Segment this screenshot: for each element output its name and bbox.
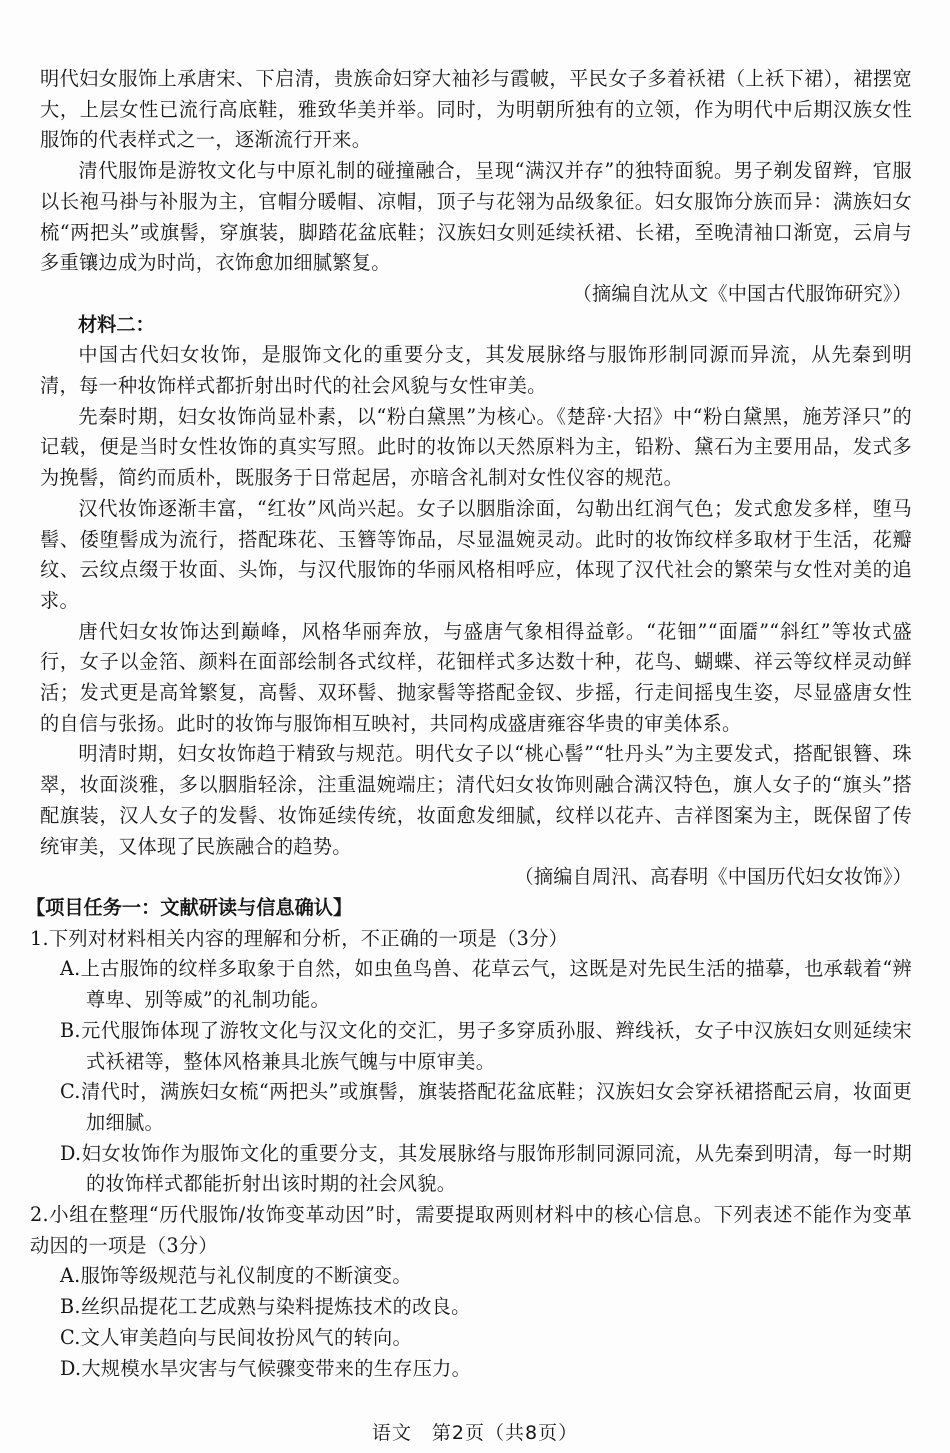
option-letter: A. bbox=[60, 1264, 81, 1288]
question-2-stem bbox=[30, 1200, 912, 1261]
material-one-paragraph-ming: 明代妇女服饰上承唐宋、下启清，贵族命妇穿大袖衫与霞帔，平民女子多着袄裙（上袄下裙），裙摆宽大，上层女性已流行高底鞋，雅致华美并举。同时，为明朝所独有的立领，作为明代中后期汉族女性服饰的代表样式之一，逐渐流行开来。 bbox=[40, 67, 912, 152]
option-letter: B. bbox=[60, 1018, 81, 1042]
material-two-paragraph-han: 汉代妆饰逐渐丰富，“红妆”风尚兴起。女子以胭脂涂面，勾勒出红润气色；发式愈发多样，堕马髻、倭堕髻成为流行，搭配珠花、玉簪等饰品，尽显温婉灵动。此时的妆饰纹样多取材于生活，花瓣纹、云纹点缀于妆面、头饰，与汉代服饰的华丽风格相呼应，体现了汉代社会的繁荣与女性对美的追求。 bbox=[40, 496, 912, 612]
material-two-paragraph-preqin: 先秦时期，妇女妆饰尚显朴素，以“粉白黛黑”为核心。《楚辞·大招》中“粉白黛黑，施芳泽只”的记载，便是当时女性妆饰的真实写照。此时的妆饰以天然原料为主，铅粉、黛石为主要用品，发式多为挽髻，简约而质朴，既服务于日常起居，亦暗含礼制对女性仪容的规范。 bbox=[40, 404, 912, 490]
material-two-paragraph-tang: 唐代妇女妆饰达到巅峰，风格华丽奔放，与盛唐气象相得益彰。“花钿”“面靥”“斜红”等妆式盛行，女子以金箔、颜料在面部绘制各式纹样，花钿样式多达数十种，花鸟、蝴蝶、祥云等纹样灵动鲜活；发式更是高耸繁复，高髻、双环髻、抛家髻等搭配金钗、步摇，行走间摇曳生姿，尽显盛唐女性的自信与张扬。此时的妆饰与服饰相互映衬，共同构成盛唐雍容华贵的审美体系。 bbox=[40, 619, 912, 735]
question-text: 小组在整理“历代服饰/妆饰变革动因”时，需要提取两则材料中的核心信息。下列表述不能作为变革动因的一项是（3分） bbox=[30, 1203, 912, 1257]
option-letter: B. bbox=[60, 1295, 81, 1319]
material-two-paragraph-mingqing: 明清时期，妇女妆饰趋于精致与规范。明代女子以“桃心髻”“牡丹头”为主要发式，搭配银簪、珠翠，妆面淡雅，多以胭脂轻涂，注重温婉端庄；清代妇女妆饰则融合满汉特色，旗人女子的“旗头”搭配旗装，汉人女子的发髻、妆饰延续传统，妆面愈发细腻，纹样以花卉、吉祥图案为主，既保留了传统审美，又体现了民族融合的趋势。 bbox=[40, 742, 912, 858]
question-number: 2. bbox=[30, 1203, 49, 1227]
task-one-heading: 【项目任务一：文献研读与信息确认】 bbox=[26, 895, 353, 919]
option-text: 清代时，满族妇女梳“两把头”或旗髻，旗装搭配花盆底鞋；汉族妇女会穿袄裙搭配云肩，妆面更加细腻。 bbox=[80, 1080, 912, 1134]
material-two-source: （摘编自周汛、高春明《中国历代妇女妆饰》） bbox=[514, 865, 912, 889]
question-1-option-d bbox=[50, 1139, 912, 1200]
material-one-paragraph-qing: 清代服饰是游牧文化与中原礼制的碰撞融合，呈现“满汉并存”的独特面貌。男子剃发留辫，官服以长袍马褂与补服为主，官帽分暖帽、凉帽，顶子与花翎为品级象征。妇女服饰分族而异：满族妇女梳“两把头”或旗髻，穿旗装，脚踏花盆底鞋；汉族妇女则延续袄裙、长裙，至晚清袖口渐宽，云肩与多重镶边成为时尚，衣饰愈加细腻繁复。 bbox=[40, 159, 912, 275]
question-2-option-a bbox=[50, 1261, 912, 1292]
option-letter: D. bbox=[60, 1356, 82, 1380]
material-two-paragraph-intro: 中国古代妇女妆饰，是服饰文化的重要分支，其发展脉络与服饰形制同源而异流，从先秦到明清，每一种妆饰样式都折射出时代的社会风貌与女性审美。 bbox=[40, 343, 912, 398]
option-text: 丝织品提花工艺成熟与染料提炼技术的改良。 bbox=[80, 1295, 471, 1319]
option-text: 文人审美趋向与民间妆扮风气的转向。 bbox=[80, 1325, 412, 1349]
question-2-option-d bbox=[50, 1354, 912, 1385]
option-text: 妇女妆饰作为服饰文化的重要分支，其发展脉络与服饰形制同源同流，从先秦到明清，每一时期的妆饰样式都能折射出该时期的社会风貌。 bbox=[81, 1141, 912, 1196]
question-2-option-b bbox=[50, 1292, 912, 1323]
question-2-option-c bbox=[50, 1323, 912, 1354]
option-letter: C. bbox=[60, 1080, 81, 1104]
option-letter: C. bbox=[60, 1325, 81, 1349]
material-two-title: 材料二： bbox=[78, 312, 155, 336]
option-text: 元代服饰体现了游牧文化与汉文化的交汇，男子多穿质孙服、辫线袄，女子中汉族妇女则延续宋式袄裙等，整体风格兼具北族气魄与中原审美。 bbox=[80, 1018, 912, 1073]
option-letter: D. bbox=[60, 1141, 82, 1165]
question-1-option-b bbox=[50, 1016, 912, 1077]
option-text: 上古服饰的纹样多取象于自然，如虫鱼鸟兽、花草云气，这既是对先民生活的描摹，也承载着“辨尊卑、别等威”的礼制功能。 bbox=[80, 957, 912, 1012]
page-content bbox=[26, 64, 912, 1384]
question-1-option-c bbox=[50, 1077, 912, 1138]
question-number: 1. bbox=[30, 926, 49, 950]
option-text: 大规模水旱灾害与气候骤变带来的生存压力。 bbox=[81, 1356, 472, 1380]
page-footer: 语文 第2页（共8页） bbox=[371, 1422, 579, 1444]
option-text: 服饰等级规范与礼仪制度的不断演变。 bbox=[80, 1264, 412, 1288]
question-1-stem bbox=[30, 924, 912, 955]
material-one-source: （摘编自沈从文《中国古代服饰研究》） bbox=[572, 281, 912, 305]
question-1-option-a bbox=[50, 954, 912, 1015]
option-letter: A. bbox=[60, 957, 81, 981]
question-text: 下列对材料相关内容的理解和分析，不正确的一项是（3分） bbox=[48, 926, 569, 950]
